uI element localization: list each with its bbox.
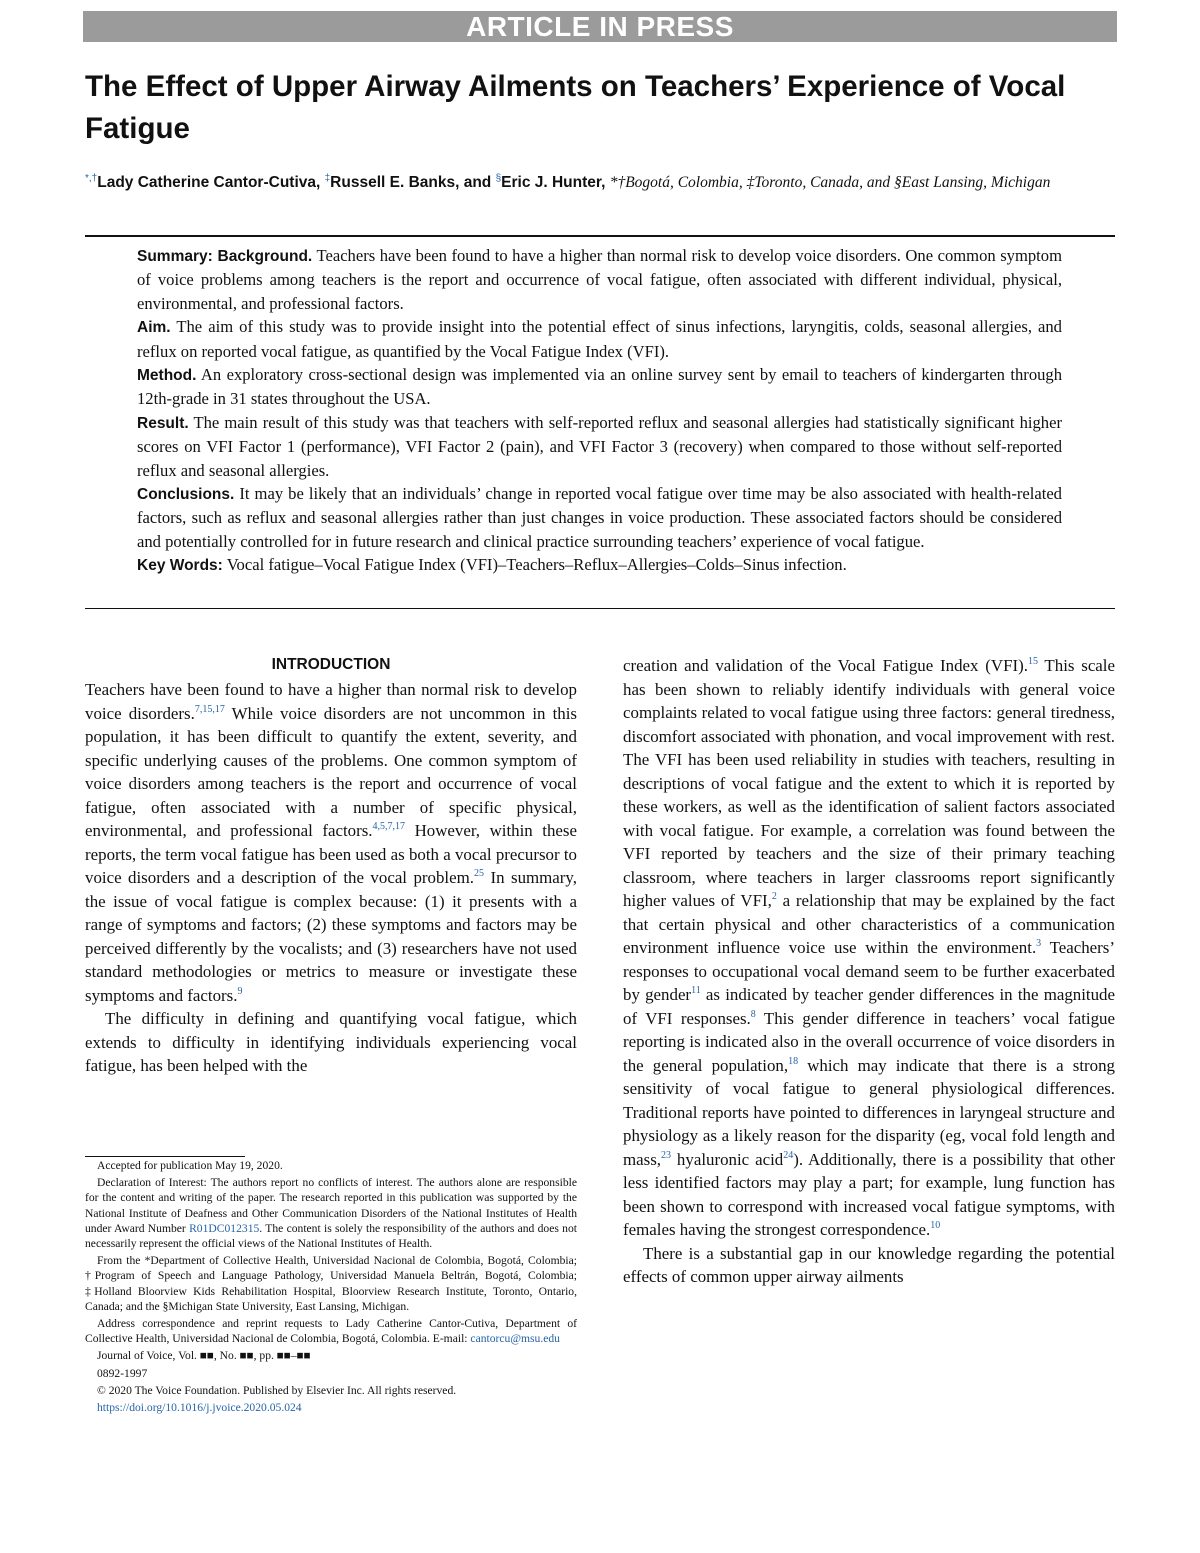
right-p1-text-f: This gender difference in teachers’ vocal fatigue reporting is indicated also in the overall occurrence of voice disorders in the general population, (623, 1008, 1115, 1075)
right-p1-text-b: This scale has been shown to reliably identify individuals with general voice complaints related to vocal fatigue using three factors: general tiredness, discomfort associated with phonation, and vocal improvement with rest. The VFI has been used reliability in studies with teachers, resulting in descriptions of vocal fatigue and the extent to which it is reported by these workers, as well as the identification of salient factors associated with vocal fatigue. For example, a correlation was found between the VFI reported by teachers and the size of their primary teaching classroom, where teachers in larger classrooms report significantly higher values of VFI, (623, 656, 1115, 910)
abstract-result-text: The main result of this study was that teachers with self-reported reflux and seasonal allergies had statistically significant higher scores on VFI Factor 1 (performance), VFI Factor 2 (pain), and VFI Factor 3 (recovery) when compared to those without self-reported reflux and seasonal allergies. (137, 412, 1062, 480)
author-3-affil-marks[interactable]: § (495, 173, 502, 184)
right-p1-text-a: creation and validation of the Vocal Fatigue Index (VFI). (623, 656, 1028, 675)
right-paragraph-1 (623, 654, 1115, 1242)
abstract-summary-text: Teachers have been found to have a higher than normal risk to develop voice disorders. One common symptom of voice problems among teachers is the report and occurrence of vocal fatigue, often associated with different individual, physical, environmental, and professional factors. (137, 246, 1062, 313)
author-2-affil-marks[interactable]: ‡ (324, 173, 331, 184)
abstract-keywords (137, 553, 1062, 577)
abstract-method-text: An exploratory cross-sectional design was implemented via an online survey sent by email to teachers of kindergarten through 12th-grade in 31 states throughout the USA. (137, 365, 1063, 409)
abstract-keywords-text: Vocal fatigue–Vocal Fatigue Index (VFI)–Teachers–Reflux–Allergies–Colds–Sinus infection. (226, 555, 847, 575)
intro-paragraph-2: The difficulty in defining and quantifying vocal fatigue, which extends to difficulty in identifying individuals experiencing vocal fatigue, has been helped with the (85, 1009, 577, 1075)
footnote-from: From the *Department of Collective Health, Universidad Nacional de Colombia, Bogotá, Colombia; †Program of Speech and Language Pathology, Universidad Manuela Beltrán, Bogotá, Colombia; ‡Holland Bloorview Kids Rehabilitation Hospital, Bloorview Research Institute, Toronto, Ontario, Canada; and the §Michigan State University, East Lansing, Michigan. (85, 1254, 577, 1313)
award-number-link[interactable]: R01DC012315 (189, 1221, 260, 1235)
section-heading-introduction: INTRODUCTION (271, 656, 391, 673)
intro-paragraph-1 (85, 678, 577, 1007)
right-p1-text-h: hyaluronic acid (671, 1149, 784, 1169)
author-affiliations: *†Bogotá, Colombia, ‡Toronto, Canada, and §East Lansing, Michigan (609, 174, 1051, 191)
abstract-method-label: Method. (137, 367, 197, 385)
footnote-declaration (85, 1175, 577, 1251)
abstract-result (137, 411, 1062, 482)
citation-link[interactable]: 24 (783, 1149, 794, 1161)
intro-p1-text-d: In summary, the issue of vocal fatigue is complex because: (1) it presents with a range of symptoms and factors; (2) these symptoms and factors may be perceived differently by the vocalists; and (3) researchers have not used standard methodologies or metrics to measure or investigate these symptoms and factors. (85, 868, 577, 1005)
abstract-result-label: Result. (137, 414, 189, 432)
abstract-aim-text: The aim of this study was to provide insight into the potential effect of sinus infections, laryngitis, colds, seasonal allergies, and reflux on reported vocal fatigue, as quantified by the Vocal Fatigue Index (VFI). (137, 317, 1062, 361)
right-p1-text-i: ). Additionally, there is a possibility that other less identified factors may play a part; for example, lung function has been shown to correspond with increased vocal fatigue symptoms, with females having the strongest correspondence. (623, 1149, 1115, 1239)
right-p1-text-c: a relationship that may be explained by the fact that certain physical and other characteristics of a communication environment influence voice use within the environment. (623, 891, 1115, 957)
email-link[interactable]: cantorcu@msu.edu (470, 1332, 560, 1346)
abstract-conclusions-label: Conclusions. (137, 486, 235, 504)
citation-link[interactable]: 2 (771, 891, 777, 902)
doi-link[interactable]: https://doi.org/10.1016/j.jvoice.2020.05.024 (97, 1401, 302, 1415)
abstract (137, 244, 1062, 578)
right-p1-text-d: Teachers’ responses to occupational vocal demand seem to be further exacerbated by gender (623, 938, 1116, 1004)
abstract-aim (137, 315, 1062, 363)
right-paragraph-2: There is a substantial gap in our knowledge regarding the potential effects of common upper airway ailments (623, 1243, 1115, 1286)
abstract-conclusions-text: It may be likely that an individuals’ change in reported vocal fatigue over time may be also associated with health-related factors, such as reflux and seasonal allergies rather than just changes in voice production. These associated factors should be considered and potentially controlled for in future research and clinical practice surrounding teachers’ experience of vocal fatigue. (137, 484, 1062, 551)
footnotes (85, 1158, 577, 1417)
author-1-affil-marks[interactable]: *,† (85, 173, 98, 184)
right-column (623, 654, 1115, 1289)
footnote-rule (85, 1156, 245, 1157)
citation-link[interactable]: 25 (473, 868, 484, 879)
intro-p1-text-c: However, within these reports, the term vocal fatigue has been used as both a vocal precursor to voice disorders and a description of the vocal problem. (85, 821, 577, 887)
abstract-top-rule (85, 235, 1115, 237)
citation-link[interactable]: 4,5,7,17 (372, 821, 406, 832)
footnote-accepted: Accepted for publication May 19, 2020. (97, 1159, 283, 1172)
citation-link[interactable]: 11 (691, 985, 701, 996)
citation-link[interactable]: 3 (1036, 938, 1042, 949)
abstract-keywords-label: Key Words: (137, 557, 223, 575)
footnote-declaration-text-a: Declaration of Interest: The authors report no conflicts of interest. The authors alone are responsible for the content and writing of the paper. The research reported in this publication was supported by the National Institute of Deafness and Other Communication Disorders of the National Institutes of Health under Award Number (85, 1176, 577, 1235)
author-2-name: Russell E. Banks, and (330, 174, 492, 191)
footnote-address (85, 1316, 577, 1346)
author-line (85, 170, 1115, 195)
footnote-copyright: © 2020 The Voice Foundation. Published by Elsevier Inc. All rights reserved. (97, 1383, 457, 1397)
citation-link[interactable]: 18 (788, 1055, 799, 1067)
abstract-summary-label: Summary: Background. (137, 248, 313, 265)
right-p1-text-e: as indicated by teacher gender differences in the magnitude of VFI responses. (623, 985, 1115, 1028)
right-p1-text-g: which may indicate that there is a strong sensitivity of vocal fatigue to general physiological differences. Traditional reports have pointed to differences in laryngeal structure and physiology as a likely reason for the disparity (eg, vocal fold length and mass, (623, 1055, 1115, 1169)
abstract-method (137, 363, 1062, 411)
citation-link[interactable]: 10 (930, 1220, 941, 1231)
article-title: The Effect of Upper Airway Ailments on Teachers’ Experience of Vocal Fatigue (85, 70, 1066, 145)
left-column (85, 654, 577, 1078)
citation-link[interactable]: 8 (750, 1008, 756, 1020)
article-in-press-banner: ARTICLE IN PRESS (83, 11, 1117, 42)
abstract-bottom-rule (85, 608, 1115, 609)
citation-link[interactable]: 23 (661, 1149, 672, 1161)
footnote-declaration-text-b: . The content is solely the responsibility of the authors and does not necessarily represent the official views of the National Institutes of Health. (85, 1221, 577, 1251)
footnote-address-text: Address correspondence and reprint requests to Lady Catherine Cantor-Cutiva, Department of Collective Health, Universidad Nacional de Colombia, Bogotá, Colombia. E-mail: (85, 1317, 577, 1346)
citation-link[interactable]: 9 (237, 985, 243, 997)
footnote-issn: 0892-1997 (97, 1366, 148, 1380)
abstract-background (137, 244, 1062, 315)
citation-link[interactable]: 15 (1027, 656, 1038, 667)
citation-link[interactable]: 7,15,17 (194, 703, 225, 715)
intro-p1-text-b: While voice disorders are not uncommon in this population, it has been difficult to quantify the extent, severity, and specific underlying causes of the problems. One common symptom of voice disorders among teachers is the report and occurrence of vocal fatigue, often associated with a number of specific physical, environmental, and professional factors. (85, 703, 577, 840)
abstract-aim-label: Aim. (137, 319, 171, 337)
footnote-journal: Journal of Voice, Vol. ■■, No. ■■, pp. ■■–■■ (97, 1349, 311, 1363)
author-3-name: Eric J. Hunter, (501, 174, 606, 191)
abstract-conclusions (137, 482, 1062, 553)
intro-p1-text-a: Teachers have been found to have a higher than normal risk to develop voice disorders. (85, 680, 577, 723)
author-1-name: Lady Catherine Cantor-Cutiva, (97, 174, 321, 191)
